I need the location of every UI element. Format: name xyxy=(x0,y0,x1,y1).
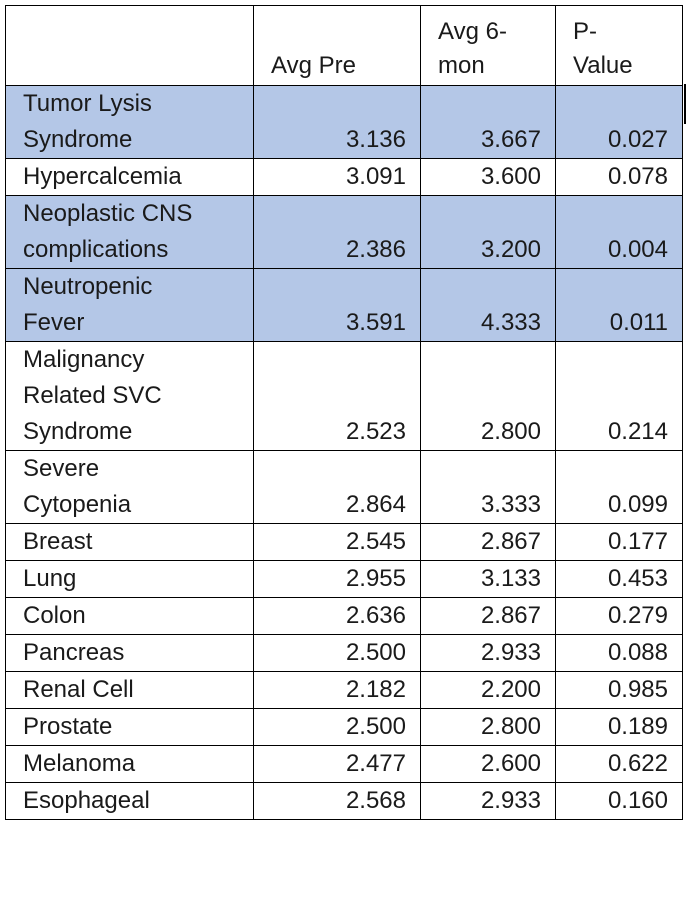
header-label-col xyxy=(6,6,254,86)
avg-6-mon-value: 2.867 xyxy=(421,524,556,561)
p-value: 0.099 xyxy=(556,451,683,524)
row-label: Neutropenic Fever xyxy=(6,269,254,342)
row-label: Severe Cytopenia xyxy=(6,451,254,524)
avg-pre-value: 2.523 xyxy=(254,342,421,451)
avg-6-mon-value: 2.933 xyxy=(421,635,556,672)
p-value: 0.160 xyxy=(556,783,683,820)
avg-pre-value: 2.182 xyxy=(254,672,421,709)
avg-pre-value: 3.136 xyxy=(254,86,421,159)
p-value: 0.453 xyxy=(556,561,683,598)
avg-6-mon-value: 3.200 xyxy=(421,196,556,269)
row-label: Neoplastic CNS complications xyxy=(6,196,254,269)
row-label: Breast xyxy=(6,524,254,561)
table-row xyxy=(6,746,683,783)
table-row xyxy=(6,196,683,269)
p-value: 0.004 xyxy=(556,196,683,269)
header-avg-6-mon: Avg 6- mon xyxy=(421,6,556,86)
data-table xyxy=(5,5,683,820)
avg-pre-value: 2.955 xyxy=(254,561,421,598)
row-label: Renal Cell xyxy=(6,672,254,709)
table-row xyxy=(6,561,683,598)
avg-pre-value: 2.568 xyxy=(254,783,421,820)
avg-pre-value: 3.591 xyxy=(254,269,421,342)
avg-6-mon-value: 2.800 xyxy=(421,342,556,451)
text-cursor xyxy=(684,84,686,124)
avg-pre-value: 2.864 xyxy=(254,451,421,524)
avg-pre-value: 2.500 xyxy=(254,635,421,672)
row-label: Prostate xyxy=(6,709,254,746)
row-label: Lung xyxy=(6,561,254,598)
avg-pre-value: 2.636 xyxy=(254,598,421,635)
row-label: Esophageal xyxy=(6,783,254,820)
avg-6-mon-value: 2.800 xyxy=(421,709,556,746)
p-value: 0.088 xyxy=(556,635,683,672)
row-label: Malignancy Related SVC Syndrome xyxy=(6,342,254,451)
p-value: 0.078 xyxy=(556,159,683,196)
avg-6-mon-value: 2.867 xyxy=(421,598,556,635)
avg-pre-value: 2.477 xyxy=(254,746,421,783)
avg-6-mon-value: 4.333 xyxy=(421,269,556,342)
avg-6-mon-value: 2.600 xyxy=(421,746,556,783)
p-value: 0.011 xyxy=(556,269,683,342)
p-value: 0.279 xyxy=(556,598,683,635)
header-p-value: P- Value xyxy=(556,6,683,86)
avg-6-mon-value: 2.933 xyxy=(421,783,556,820)
p-value: 0.189 xyxy=(556,709,683,746)
table-row xyxy=(6,783,683,820)
table-row xyxy=(6,159,683,196)
p-value: 0.622 xyxy=(556,746,683,783)
p-value: 0.027 xyxy=(556,86,683,159)
avg-6-mon-value: 3.133 xyxy=(421,561,556,598)
avg-6-mon-value: 3.667 xyxy=(421,86,556,159)
table-row xyxy=(6,86,683,159)
avg-pre-value: 2.500 xyxy=(254,709,421,746)
table-body xyxy=(6,86,683,820)
p-value: 0.985 xyxy=(556,672,683,709)
row-label: Melanoma xyxy=(6,746,254,783)
table-row xyxy=(6,709,683,746)
p-value: 0.177 xyxy=(556,524,683,561)
row-label: Colon xyxy=(6,598,254,635)
avg-6-mon-value: 3.600 xyxy=(421,159,556,196)
table-row xyxy=(6,524,683,561)
p-value: 0.214 xyxy=(556,342,683,451)
row-label: Tumor Lysis Syndrome xyxy=(6,86,254,159)
avg-pre-value: 2.545 xyxy=(254,524,421,561)
table-row xyxy=(6,598,683,635)
table-row xyxy=(6,342,683,451)
header-row xyxy=(6,6,683,86)
table-row xyxy=(6,269,683,342)
avg-pre-value: 2.386 xyxy=(254,196,421,269)
avg-pre-value: 3.091 xyxy=(254,159,421,196)
avg-6-mon-value: 3.333 xyxy=(421,451,556,524)
avg-6-mon-value: 2.200 xyxy=(421,672,556,709)
header-avg-pre: Avg Pre xyxy=(254,6,421,86)
table-row xyxy=(6,635,683,672)
table-row xyxy=(6,451,683,524)
table-row xyxy=(6,672,683,709)
row-label: Pancreas xyxy=(6,635,254,672)
row-label: Hypercalcemia xyxy=(6,159,254,196)
